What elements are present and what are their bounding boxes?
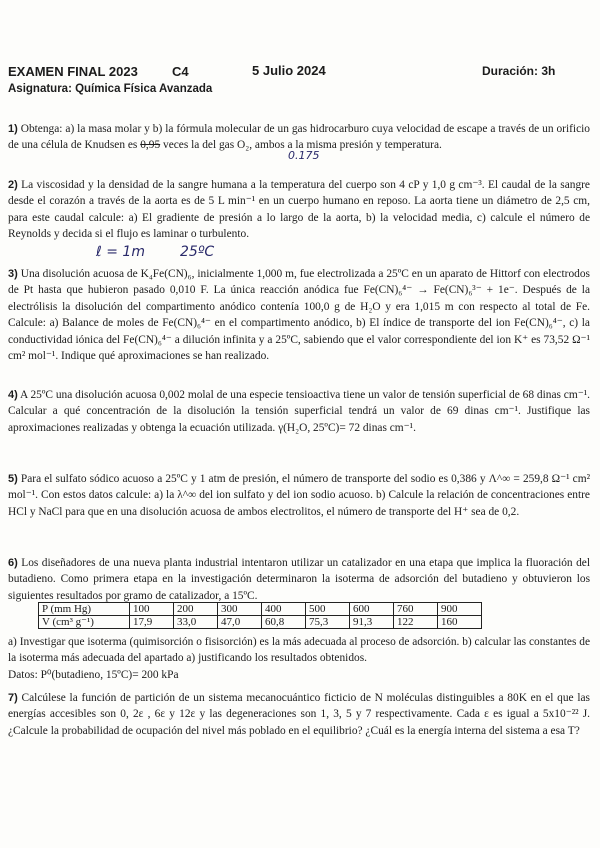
question-number: 2) (8, 179, 18, 191)
table-cell: 760 (394, 603, 438, 616)
question-6-parts (8, 634, 590, 683)
table-cell: 75,3 (306, 616, 350, 629)
table-cell: 900 (438, 603, 482, 616)
table-cell: 300 (218, 603, 262, 616)
question-6-data: Datos: P⁰(butadieno, 15ºC)= 200 kPa (8, 668, 179, 681)
table-cell: 60,8 (262, 616, 306, 629)
exam-subject: Asignatura: Química Física Avanzada (8, 83, 213, 95)
handwritten-correction: 0.175 (288, 149, 320, 162)
exam-code: C4 (172, 64, 189, 79)
question-3 (8, 266, 590, 364)
question-number: 7) (8, 692, 18, 704)
exam-date: 5 Julio 2024 (252, 63, 326, 78)
handwritten-length: ℓ = 1m (96, 244, 145, 260)
table-cell: 100 (130, 603, 174, 616)
table-cell: 400 (262, 603, 306, 616)
table-cell: 47,0 (218, 616, 262, 629)
volume-header: V (cm³ g⁻¹) (39, 616, 130, 629)
question-number: 4) (8, 389, 18, 401)
question-1-text-start: Obtenga: a) la masa molar y b) la fórmula molecular de un gas hidrocarburo cuya velocidad de escape a través de un orificio de una célula de Knudsen es (8, 123, 590, 152)
table-cell: 500 (306, 603, 350, 616)
table-row (39, 603, 482, 616)
question-6-intro: Los diseñadores de una nueva planta industrial intentaron utilizar un catalizador en una etapa que implica la fluoración del butadieno. Como primera etapa en la investigación determinaron la isoterma de adsorción del butadieno y obtuvieron los siguientes resultados por gramo de catalizador, a 15ºC. (8, 557, 590, 602)
exam-title: EXAMEN FINAL 2023 (8, 64, 138, 79)
question-7-text: Calcúlese la función de partición de un sistema mecanocuántico ficticio de N moléculas distinguibles a 80K en el que las energías accesibles son 0, 2ε , 6ε y 12ε y las degeneraciones son 1, 3, 5 y 7 respectivamente. Cada ε es igual a 5x10⁻²² J. ¿Calcule la probabilidad de ocupación del nivel más poblado en el equilibrio? ¿Cuál es la energía interna del sistema a esa T? (8, 692, 590, 737)
question-3-text: Una disolución acuosa de K₄Fe(CN)₆, inicialmente 1,000 m, fue electrolizada a 25ºC en un aparato de Hittorf con electrodos de Pt hasta que hubieron pasado 0,010 F. La única reacción anódica fue Fe(CN)₆⁴⁻ → Fe(CN)₆³⁻ + 1e⁻. Después de la electrólisis la disolución del compartimento anódico contenía 100,0 g de H₂O y era 1,015 m con respecto al total de Fe. Calcule: a) Balance de moles de Fe(CN)₆⁴⁻ en el compartimento anódico, b) El índice de transporte del ion Fe(CN)₆⁴⁻, c) la conductividad iónica del Fe(CN)₆⁴⁻ a dilución infinita y a 25ºC, sabiendo que el valor correspondiente del ion K⁺ es 73,52 Ω⁻¹ cm² mol⁻¹. Indique qué aproximaciones se han realizado. (8, 268, 590, 363)
table-cell: 200 (174, 603, 218, 616)
question-2 (8, 177, 590, 243)
table-cell: 122 (394, 616, 438, 629)
question-7 (8, 690, 590, 739)
handwritten-temperature: 25ºC (180, 244, 215, 260)
isotherm-table (38, 602, 482, 629)
exam-duration: Duración: 3h (482, 64, 556, 78)
table-cell: 17,9 (130, 616, 174, 629)
question-5-text: Para el sulfato sódico acuoso a 25ºC y 1 atm de presión, el número de transporte del sodio es 0,386 y Λ^∞ = 259,8 Ω⁻¹ cm² mol⁻¹. Con estos datos calcule: a) la λ^∞ del ion sulfato y del ion sodio acuoso. b) Calcule la relación de concentraciones entre HCl y NaCl para que en una disolución acuosa de ambos electrolitos, el número de transporte del H⁺ sea de 0,2. (8, 473, 590, 518)
question-6 (8, 555, 590, 604)
table-cell: 600 (350, 603, 394, 616)
question-6-part-a: a) Investigar que isoterma (quimisorción o fisisorción) es la más adecuada al proceso de adsorción. b) calcular las constantes de la isoterma más adecuada del apartado a) justificando los resultados obtenidos. (8, 636, 590, 665)
question-4 (8, 387, 590, 436)
question-number: 3) (8, 268, 18, 280)
table-cell: 33,0 (174, 616, 218, 629)
question-number: 1) (8, 123, 18, 135)
question-number: 5) (8, 473, 18, 485)
pressure-header: P (mm Hg) (39, 603, 130, 616)
table-cell: 91,3 (350, 616, 394, 629)
question-4-text: A 25ºC una disolución acuosa 0,002 molal de una especie tensioactiva tiene un valor de tensión superficial de 68 dinas cm⁻¹. Calcular a qué concentración de la disolución la tensión superficial tendrá un valor de 69 dinas cm⁻¹. Justifique las aproximaciones realizadas y obtenga la ecuación utilizada. γ(H₂O, 25ºC)= 72 dinas cm⁻¹. (8, 389, 590, 434)
table-cell: 160 (438, 616, 482, 629)
struck-value: 0,95 (140, 139, 161, 152)
table-row (39, 616, 482, 629)
question-5 (8, 471, 590, 520)
question-number: 6) (8, 557, 18, 569)
question-1-text-end: veces la del gas O₂, ambos a la misma presión y temperatura. (160, 139, 442, 152)
question-2-text: La viscosidad y la densidad de la sangre humana a la temperatura del cuerpo son 4 cP y 1,0 g cm⁻³. El caudal de la sangre desde el corazón a través de la aorta es de 5 L min⁻¹ en un cuerpo humano en reposo. La aorta tiene un diámetro de 2,5 cm, para este caudal calcule: a) El gradiente de presión a lo largo de la aorta, b) la velocidad media, c) calcule el número de Reynolds y decida si el flujo es laminar o turbulento. (8, 179, 590, 241)
